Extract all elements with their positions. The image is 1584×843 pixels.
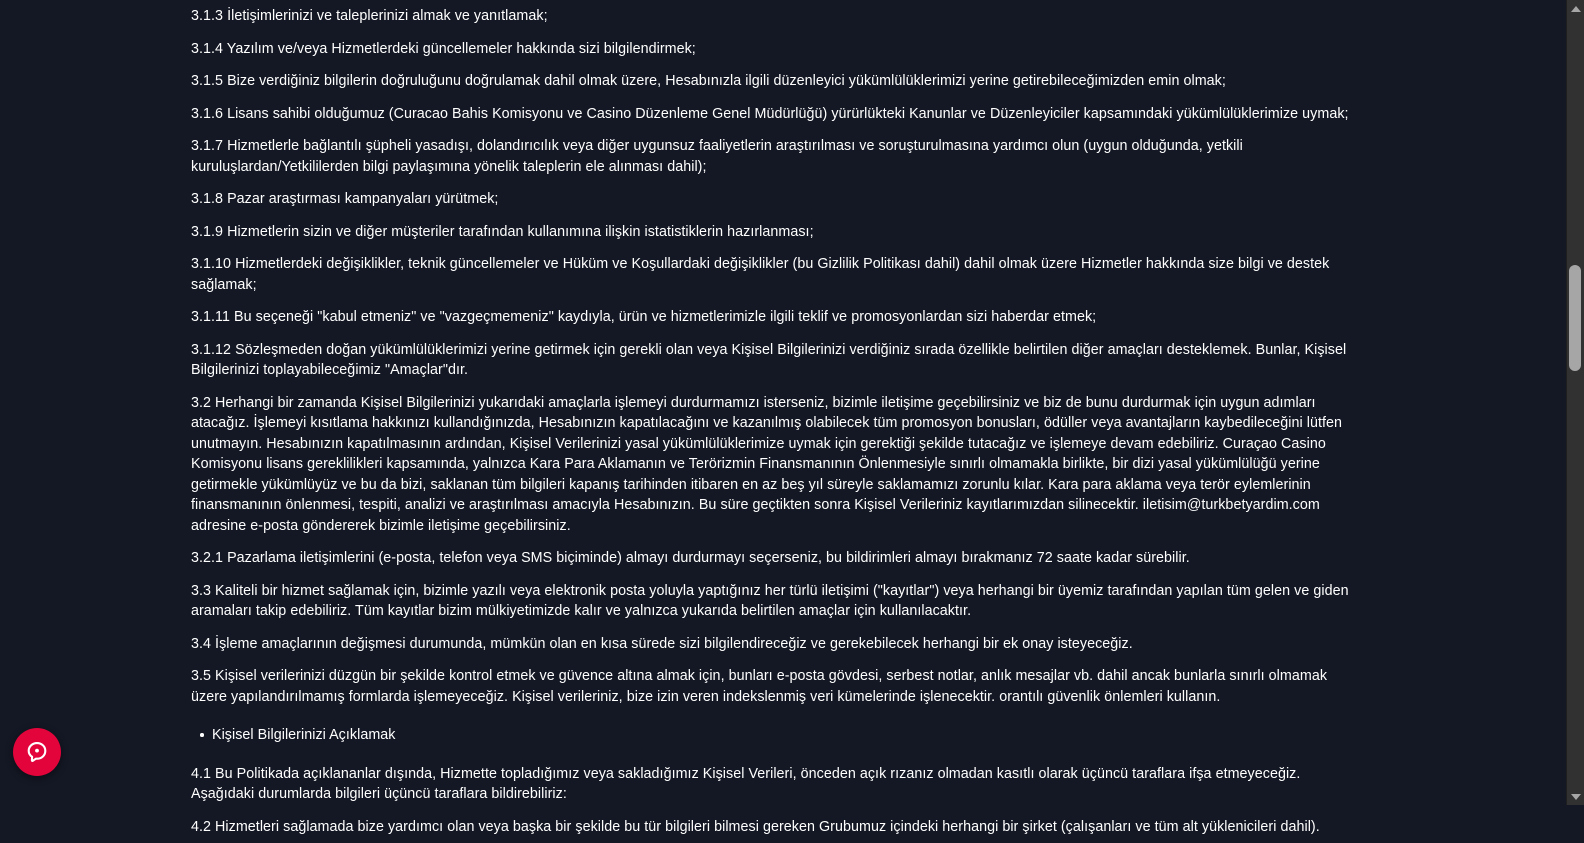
clause-paragraph: 3.1.11 Bu seçeneği "kabul etmeniz" ve "vazgeçmemeniz" kaydıyla, ürün ve hizmetlerimizle ilgili teklif ve promosyonlardan sizi haberdar etmek; — [191, 301, 1366, 334]
clause-paragraph: 3.1.10 Hizmetlerdeki değişiklikler, teknik güncellemeler ve Hüküm ve Koşullardaki değişiklikler (bu Gizlilik Politikası dahil) dahil olmak üzere Hizmetler hakkında size bilgi ve destek sağlamak; — [191, 248, 1366, 301]
section-bullet-list — [191, 719, 1366, 752]
clause-paragraph: 3.1.6 Lisans sahibi olduğumuz (Curacao Bahis Komisyonu ve Casino Düzenleme Genel Müdürlüğü) yürürlükteki Kanunlar ve Düzenleyiciler kapsamındaki yükümlülüklerimize uymak; — [191, 98, 1366, 131]
clause-paragraph: 3.1.3 İletişimlerinizi ve taleplerinizi almak ve yanıtlamak; — [191, 0, 1366, 33]
bullet-list-item: Kişisel Bilgilerinizi Açıklamak — [212, 719, 1366, 752]
clause-paragraph: 3.3 Kaliteli bir hizmet sağlamak için, bizimle yazılı veya elektronik posta yoluyla yaptığınız her türlü iletişimi ("kayıtlar") veya herhangi bir üyemiz tarafından yapılan tüm gelen ve giden aramaları takip edebiliriz. Tüm kayıtlar bizim mülkiyetimizde kalır ve yalnızca yukarıda belirtilen amaçlar için kullanılacaktır. — [191, 575, 1366, 628]
clause-paragraph: 3.1.5 Bize verdiğiniz bilgilerin doğruluğunu doğrulamak dahil olmak üzere, Hesabınızla ilgili düzenleyici yükümlülüklerimizi yerine getirebileceğimizden emin olmak; — [191, 65, 1366, 98]
chat-launcher-button[interactable] — [13, 728, 61, 776]
clause-paragraph: 4.1 Bu Politikada açıklananlar dışında, Hizmette topladığımız veya sakladığımız Kişisel Verileri, önceden açık rızanız olmadan kasıtlı olarak üçüncü taraflara ifşa etmeyeceğiz. Aşağıdaki durumlarda bilgileri üçüncü taraflara bildirebiliriz: — [191, 758, 1366, 811]
clause-paragraph: 3.2 Herhangi bir zamanda Kişisel Bilgilerinizi yukarıdaki amaçlarla işlemeyi durdurmamızı isterseniz, bizimle iletişime geçebilirsiniz ve biz de bunu durdurmak için uygun adımları atacağız. İşlemeyi kısıtlama hakkınızı kullandığınızda, Hesabınızın kapatılacağını ve kazanılmış olabilecek tüm promosyon bonusları, ödüller veya avantajların kaybedileceğini lütfen unutmayın. Hesabınızın kapatılmasının ardından, Kişisel Verilerinizi yasal yükümlülüklerimize uymak için gerektiği şekilde tutacağız ve işlemeye devam edebiliriz. Curaçao Casino Komisyonu lisans gereklilikleri kapsamında, yalnızca Kara Para Aklamanın ve Terörizmin Finansmanının Önlenmesiyle sınırlı olmamakla birlikte, bir dizi yasal yükümlülüğü yerine getirmekle yükümlüyüz ve bu da bizi, saklanan tüm bilgileri kapanış tarihinden itibaren en az beş yıl süreyle saklamamızı zorunlu kılar. Kara para aklama veya terör eylemlerinin finansmanının önlenmesi, tespiti, analizi ve araştırılması amacıyla Hesabınızın. Bu süre geçtikten sonra Kişisel Verileriniz kayıtlarımızdan silinecektir. iletisim@turkbetyardim.com adresine e-posta göndererek bizimle iletişime geçebilirsiniz. — [191, 387, 1366, 543]
clause-paragraph: 3.4 İşleme amaçlarının değişmesi durumunda, mümkün olan en kısa sürede sizi bilgilendireceğiz ve gerekebilecek herhangi bir ek onay isteyeceğiz. — [191, 628, 1366, 661]
scroll-up-arrow-icon[interactable] — [1567, 0, 1584, 17]
clause-paragraph: 3.1.4 Yazılım ve/veya Hizmetlerdeki güncellemeler hakkında sizi bilgilendirmek; — [191, 33, 1366, 66]
clause-paragraph: 3.2.1 Pazarlama iletişimlerini (e-posta, telefon veya SMS biçiminde) almayı durdurmayı seçerseniz, bu bildirimleri almayı bırakmanız 72 saate kadar sürebilir. — [191, 542, 1366, 575]
clause-paragraph: 3.1.12 Sözleşmeden doğan yükümlülüklerimizi yerine getirmek için gerekli olan veya Kişisel Bilgilerinizi verdiğiniz sırada özellikle belirtilen diğer amaçları desteklemek. Bunlar, Kişisel Bilgilerinizi toplayabileceğimiz "Amaçlar"dır. — [191, 334, 1366, 387]
vertical-scrollbar[interactable] — [1566, 0, 1584, 805]
clause-paragraph: 3.1.7 Hizmetlerle bağlantılı şüpheli yasadışı, dolandırıcılık veya diğer uygunsuz faaliyetlerin araştırılması ve soruşturulmasına yardımcı olun (uygun olduğunda, yetkili kuruluşlardan/Yetkililerden bilgi paylaşımına yönelik taleplerin ele alınması dahil); — [191, 130, 1366, 183]
scroll-down-arrow-icon[interactable] — [1567, 788, 1584, 805]
scrollbar-thumb[interactable] — [1569, 265, 1581, 371]
chat-bubble-icon — [24, 739, 50, 765]
clause-paragraph: 4.2 Hizmetleri sağlamada bize yardımcı olan veya başka bir şekilde bu tür bilgileri bilmesi gereken Grubumuz içindeki herhangi bir şirket (çalışanları ve tüm alt yüklenicileri dahil). — [191, 811, 1366, 843]
clause-paragraph: 3.1.9 Hizmetlerin sizin ve diğer müşteriler tarafından kullanımına ilişkin istatistiklerin hazırlanması; — [191, 216, 1366, 249]
document-content — [191, 0, 1366, 843]
clause-paragraph: 3.1.8 Pazar araştırması kampanyaları yürütmek; — [191, 183, 1366, 216]
clause-paragraph: 3.5 Kişisel verilerinizi düzgün bir şekilde kontrol etmek ve güvence altına almak için, bunları e-posta gövdesi, serbest notlar, anlık mesajlar vb. dahil ancak bunlarla sınırlı olmamak üzere yapılandırılmamış formlarda işlemeyeceğiz. Kişisel verileriniz, bize izin veren indekslenmiş veri kümelerinde işlenecektir. orantılı güvenlik önlemleri kullanın. — [191, 660, 1366, 713]
